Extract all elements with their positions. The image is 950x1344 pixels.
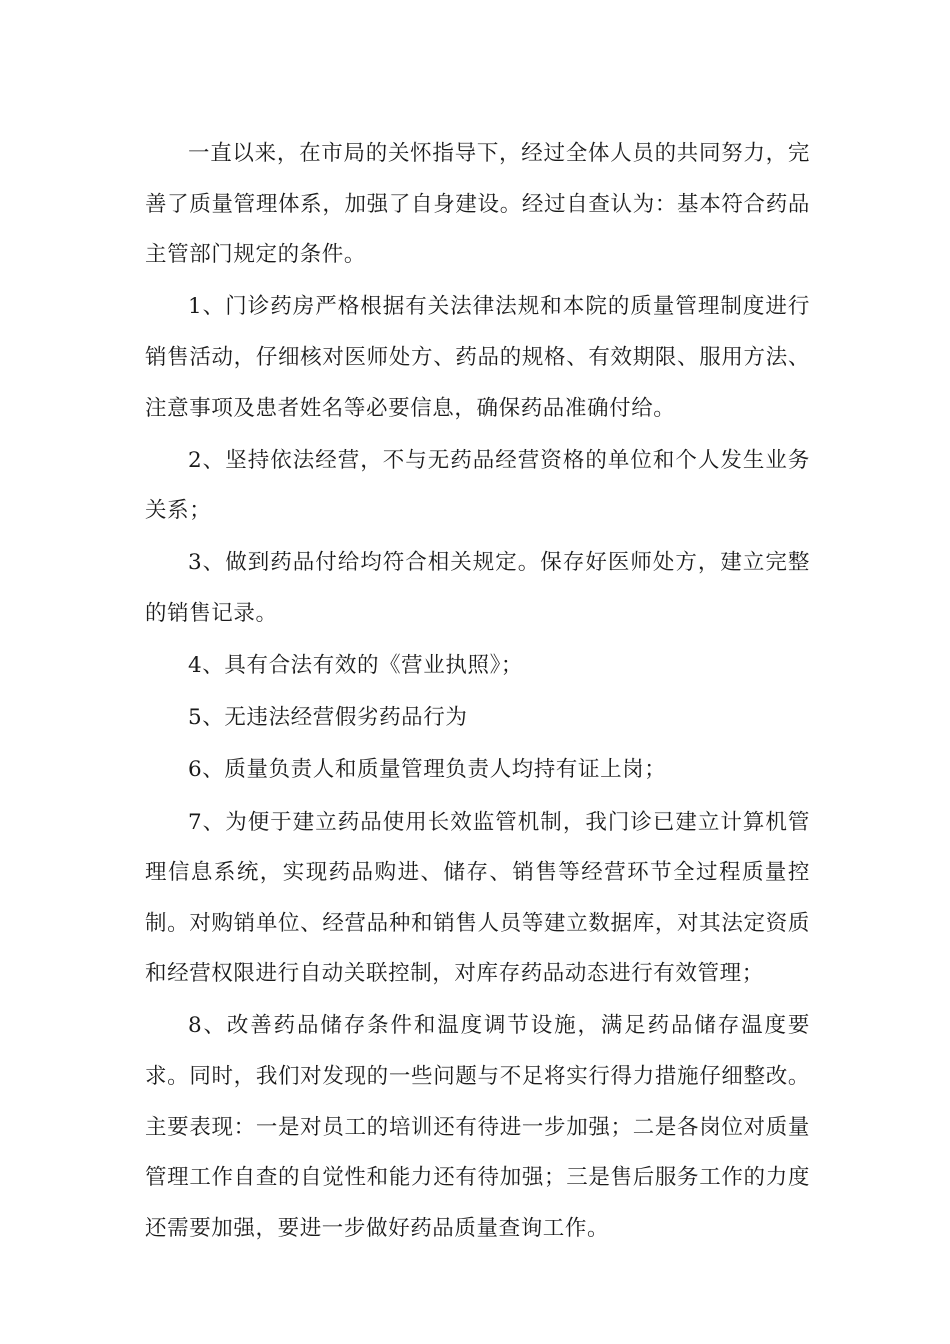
item-4-paragraph: 4、具有合法有效的《营业执照》；: [188, 653, 524, 679]
item-5-paragraph: 5、无违法经营假劣药品行为: [188, 705, 468, 731]
document-body: [145, 129, 810, 1256]
item-7-paragraph: 7、为便于建立药品使用长效监管机制，我门诊已建立计算机管理信息系统，实现药品购进、储存、销售等经营环节全过程质量控制。对购销单位、经营品种和销售人员等建立数据库，对其法定资质和经营权限进行自动关联控制，对库存药品动态进行有效管理；: [145, 809, 810, 987]
item-8-paragraph: 8、改善药品储存条件和温度调节设施，满足药品储存温度要求。同时，我们对发现的一些问题与不足将实行得力措施仔细整改。主要表现：一是对员工的培训还有待进一步加强；二是各岗位对质量管理工作自查的自觉性和能力还有待加强；三是售后服务工作的力度还需要加强，要进一步做好药品质量查询工作。: [145, 1013, 810, 1241]
item-3-paragraph: 3、做到药品付给均符合相关规定。保存好医师处方，建立完整的销售记录。: [145, 550, 810, 626]
intro-paragraph: 一直以来，在市局的关怀指导下，经过全体人员的共同努力，完善了质量管理体系，加强了自身建设。经过自查认为：基本符合药品主管部门规定的条件。: [145, 141, 810, 268]
item-2-paragraph: 2、坚持依法经营，不与无药品经营资格的单位和个人发生业务关系；: [145, 447, 810, 524]
item-1-paragraph: 1、门诊药房严格根据有关法律法规和本院的质量管理制度进行销售活动，仔细核对医师处方、药品的规格、有效期限、服用方法、注意事项及患者姓名等必要信息，确保药品准确付给。: [145, 294, 810, 421]
item-6-paragraph: 6、质量负责人和质量管理负责人均持有证上岗；: [188, 757, 667, 783]
